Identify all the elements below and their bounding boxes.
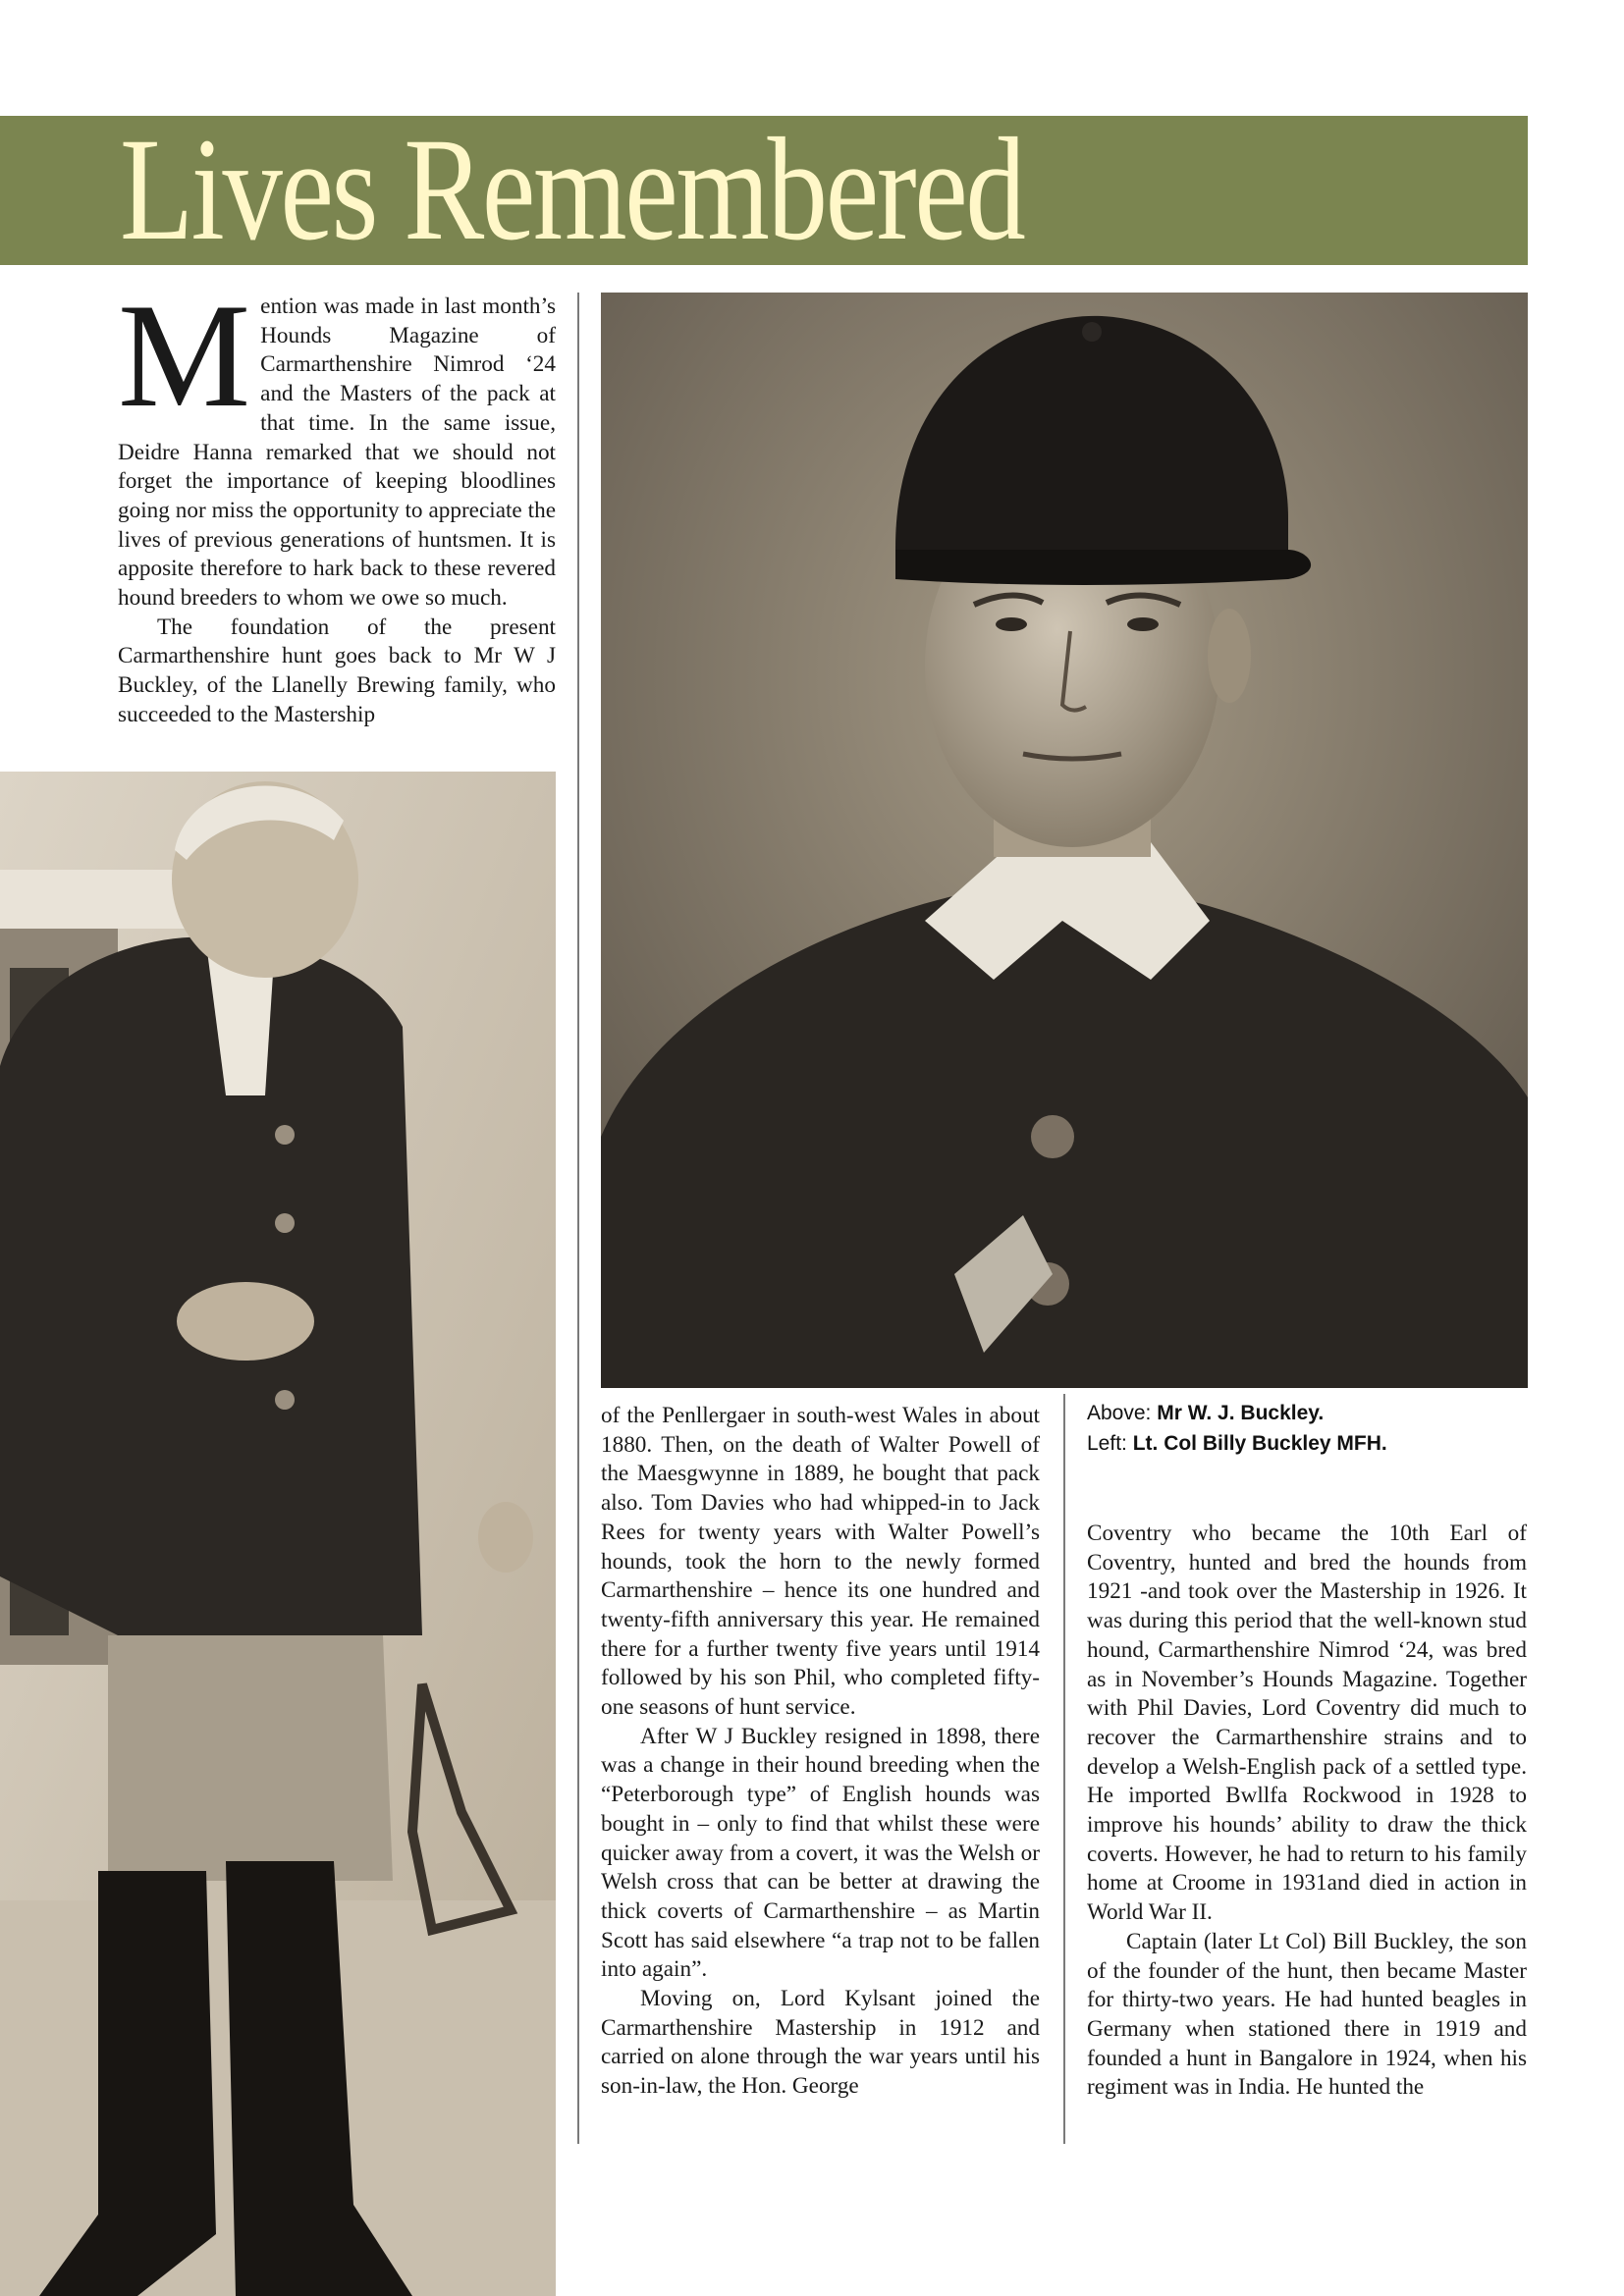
- drop-cap: M: [118, 273, 251, 438]
- photo-mr-wj-buckley: [601, 293, 1528, 1388]
- photo-captions: [1087, 1398, 1527, 1459]
- column-rule: [1063, 1394, 1065, 2144]
- paragraph: After W J Buckley resigned in 1898, there was a change in their hound breeding when the “Peterborough type” of English hounds was bought in – only to find that whilst these were quicker away from a covert, it was the Welsh or Welsh cross that can be better at drawing the thick coverts of Carmarthenshire – as Martin Scott has said elsewhere “a trap not to be fallen into again”.: [601, 1723, 1040, 1983]
- column-rule: [577, 293, 579, 2144]
- caption-name: Mr W. J. Buckley.: [1157, 1402, 1325, 1424]
- caption-above: [1087, 1398, 1527, 1428]
- paragraph: Coventry who became the 10th Earl of Coventry, hunted and bred the hounds from 1921 -and took over the Mastership in 1926. It was during this period that the well-known stud hound, Carmarthenshire Nimrod ‘24, was bred as in November’s Hounds Magazine. Together with Phil Davies, Lord Coventry did much to recover the Carmarthenshire strains and to develop a Welsh-English pack of a settled type. He imported Bwllfa Rockwood in 1928 to improve his hounds’ ability to draw the thick coverts. However, he had to return to his family home at Croome in 1931and died in action in World War II.: [1087, 1521, 1527, 1926]
- caption-label: Left:: [1087, 1432, 1133, 1455]
- caption-name: Lt. Col Billy Buckley MFH.: [1132, 1432, 1387, 1455]
- paragraph: of the Penllergaer in south-west Wales in about 1880. Then, on the death of Walter Powell of the Maesgwynne in 1889, he bought that pack also. Tom Davies who had whipped-in to Jack Rees for twenty years with Walter Powell’s hounds, took the horn to the newly formed Carmarthenshire – hence its one hundred and twenty-fifth anniversary this year. He remained there for a further twenty five years until 1914 followed by his son Phil, who completed fifty-one seasons of hunt service.: [601, 1403, 1040, 1721]
- caption-left: [1087, 1428, 1527, 1459]
- photo-lt-col-billy-buckley: [0, 772, 556, 2296]
- paragraph: ention was made in last month’s Hounds Magazine of Carmarthenshire Nimrod ‘24 and the Masters of the pack at that time. In the same issue, Deidre Hanna remarked that we should not forget the importance of keeping bloodlines going nor miss the opportunity to appreciate the lives of previous generations of huntsmen. It is apposite therefore to hark back to these revered hound breeders to whom we owe so much.: [118, 294, 556, 612]
- article-column-1: [118, 273, 556, 730]
- paragraph: Moving on, Lord Kylsant joined the Carmarthenshire Mastership in 1912 and carried on alone through the war years until his son-in-law, the Hon. George: [601, 1986, 1040, 2100]
- page-title: Lives Remembered: [120, 108, 1024, 271]
- paragraph: The foundation of the present Carmarthenshire hunt goes back to Mr W J Buckley, of the Llanelly Brewing family, who succeeded to the Mastership: [118, 614, 556, 727]
- caption-label: Above:: [1087, 1402, 1158, 1424]
- article-column-2: [601, 1402, 1040, 2102]
- portrait-image: [601, 293, 1528, 1388]
- paragraph: Captain (later Lt Col) Bill Buckley, the son of the founder of the hunt, then became Master for thirty-two years. He had hunted beagles in Germany when stationed there in 1919 and founded a hunt in Bangalore in 1924, when his regiment was in India. He hunted the: [1087, 1928, 1527, 2101]
- article-column-3: [1087, 1520, 1527, 2103]
- standing-figure-image: [0, 772, 556, 2296]
